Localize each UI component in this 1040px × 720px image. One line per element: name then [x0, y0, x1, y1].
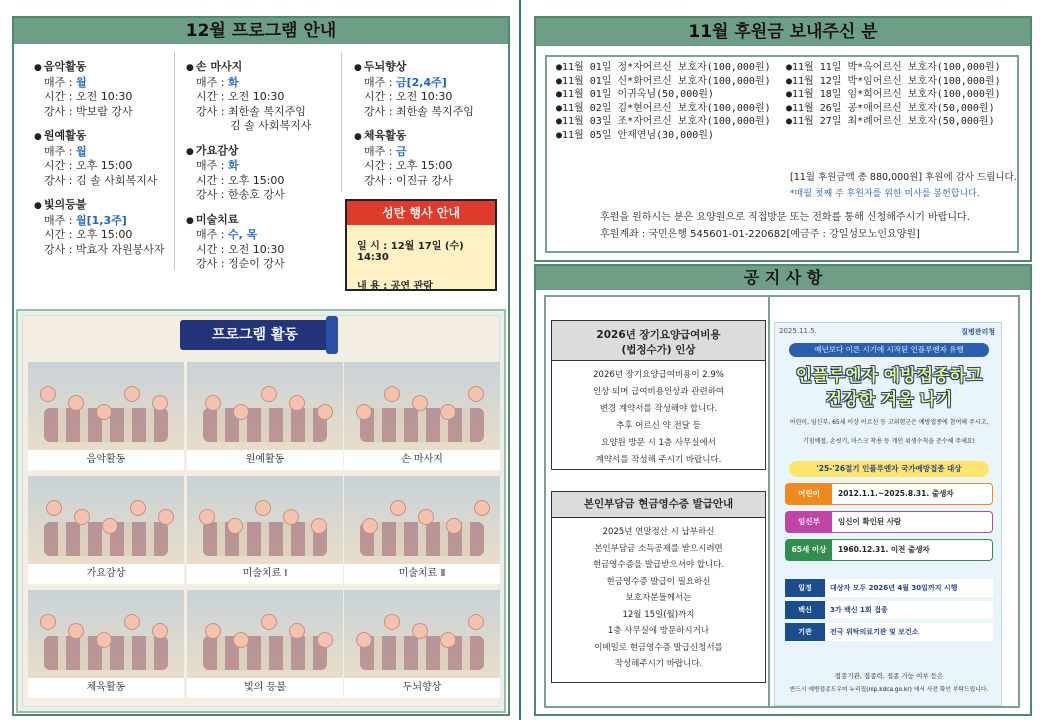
face-sticker-icon — [317, 632, 333, 648]
donor-entry: ●11월 11일 박*옥어르신 보호자(100,000원) — [786, 62, 1001, 73]
face-sticker-icon — [261, 614, 277, 630]
donor-entry: ●11월 01일 이귀옥님(50,000원) — [556, 89, 714, 101]
activity-photo-caption: 가요감상 — [28, 564, 184, 584]
poster-target-value: 2012.1.1.~2025.8.31. 출생자 — [838, 489, 954, 498]
face-sticker-icon — [390, 500, 406, 516]
christmas-event-box — [345, 199, 497, 291]
face-sticker-icon — [289, 395, 305, 411]
face-sticker-icon — [102, 518, 118, 534]
activity-photo-caption: 빛의 등불 — [187, 678, 343, 698]
face-sticker-icon — [152, 395, 168, 411]
activity-photo — [28, 362, 184, 470]
program-name: 체육활동 — [363, 129, 407, 142]
poster-headline-1: 인플루엔자 예방접종하고 — [795, 366, 983, 386]
face-sticker-icon — [96, 404, 112, 420]
program-item-light: ● 빛의등불 매주 : 월[1,3주] 시간 : 오후 15:00 강사 : 박효자 자원봉사자 — [34, 198, 174, 257]
program-name: 원예활동 — [43, 129, 87, 142]
program-item-gardening: ● 원예활동 매주 : 월 시간 : 오후 15:00 강사 : 김 솔 사회복지사 — [34, 129, 174, 188]
face-sticker-icon — [68, 623, 84, 639]
notice-line: 추후 어르신 약 전달 등 — [616, 421, 701, 431]
poster-info-label: 기관 — [785, 623, 825, 641]
program-item-massage: ● 손 마사지 매주 : 화 시간 : 오전 10:30 강사 : 최한솔 복지주임 김 솔 사회복지사 — [186, 60, 336, 134]
notice-line: 작성해주시기 바랍니다. — [614, 659, 703, 669]
activity-photo-image — [344, 362, 500, 450]
face-sticker-icon — [233, 632, 249, 648]
face-sticker-icon — [384, 386, 400, 402]
program-column-1 — [34, 60, 174, 257]
program-day: 수, 목 — [227, 228, 258, 241]
notice-line: 현금영수증을 발급받으셔야 합니다. — [592, 560, 725, 570]
program-teacher: 강사 : 박보람 강사 — [44, 104, 133, 118]
influenza-poster — [774, 322, 1002, 706]
face-sticker-icon — [124, 614, 140, 630]
face-sticker-icon — [468, 614, 484, 630]
face-sticker-icon — [440, 632, 456, 648]
face-sticker-icon — [356, 404, 372, 420]
face-sticker-icon — [384, 614, 400, 630]
notice-heading: 본인부담금 현금영수증 발급안내 — [583, 498, 734, 510]
program-name: 손 마사지 — [195, 60, 243, 73]
program-name: 가요감상 — [195, 143, 239, 157]
face-sticker-icon — [96, 632, 112, 648]
event-content: 내 용 : 공연 관람 — [357, 281, 433, 292]
activity-photo-caption: 음악활동 — [28, 450, 184, 470]
program-time: 시간 : 오전 10:30 — [364, 90, 453, 103]
notice-line: 2026년 장기요양급여비용이 2.9% — [593, 370, 724, 380]
program-day: 월 — [75, 144, 87, 158]
program-teacher: 강사 : 최한솔 복지주임 — [364, 104, 474, 118]
poster-desc-1: 어린이, 임신부, 65세 이상 어르신 등 고위험군은 예방접종에 참여해 주시고, — [789, 419, 989, 426]
program-day: 화 — [227, 159, 239, 172]
poster-target-label: 임신부 — [786, 512, 832, 532]
poster-info-label: 일정 — [785, 579, 825, 597]
poster-info-row — [785, 579, 993, 597]
notice-line: 2025년 연말정산 시 납부하신 — [602, 527, 715, 537]
donor-entry: ●11월 26일 공*애어르신 보호자(50,000원) — [786, 102, 995, 114]
face-sticker-icon — [356, 632, 372, 648]
donor-entry: ●11월 01일 정*자어르신 보호자(100,000원) — [556, 62, 771, 73]
program-name: 빛의등불 — [43, 198, 87, 211]
activity-photo-caption: 원예활동 — [187, 450, 343, 470]
face-sticker-icon — [124, 386, 140, 402]
face-sticker-icon — [199, 509, 215, 525]
face-sticker-icon — [68, 395, 84, 411]
poster-footer-2: 반드시 예방접종도우미 누리집(nip.kdca.go.kr) 에서 사전 확인 부탁드립니다. — [789, 687, 989, 693]
poster-info-row — [785, 623, 993, 641]
program-day: 월[1,3주] — [75, 213, 127, 227]
program-item-music: ● 음악활동 매주 : 월 시간 : 오전 10:30 강사 : 박보람 강사 — [34, 60, 174, 119]
donation-total: [11월 후원금액 총 880,000원] 후원에 감사 드립니다. — [790, 172, 1017, 183]
program-teacher: 강사 : 최한솔 복지주임 — [196, 104, 306, 118]
activity-photo-caption: 두뇌향상 — [344, 678, 500, 698]
program-day: 금 — [395, 144, 407, 158]
face-sticker-icon — [283, 509, 299, 525]
face-sticker-icon — [362, 518, 378, 534]
program-time: 시간 : 오전 10:30 — [44, 90, 133, 103]
notice-line: 계약서를 작성해 주시기 바랍니다. — [595, 455, 722, 465]
activity-photo — [28, 476, 184, 584]
poster-tagline: 예년보다 이른 시기에 시작된 인플루엔자 유행 — [789, 343, 989, 357]
donor-entry: ●11월 12일 박*임어르신 보호자(100,000원) — [786, 75, 1001, 87]
notice-line: 보호자분들께서는 — [625, 593, 692, 603]
program-teacher: 강사 : 김 솔 사회복지사 — [44, 173, 158, 187]
program-day: 화 — [227, 75, 239, 89]
poster-target-value: 1960.12.31. 이전 출생자 — [838, 545, 930, 554]
poster-info-row — [785, 601, 993, 619]
poster-target-row — [785, 511, 993, 533]
poster-target-title: '25-'26절기 인플루엔자 국가예방접종 대상 — [789, 461, 989, 477]
event-date: 일 시 : 12월 17일 (수) 14:30 — [357, 241, 464, 263]
program-name: 미술치료 — [195, 212, 239, 226]
face-sticker-icon — [311, 518, 327, 534]
face-sticker-icon — [227, 518, 243, 534]
poster-info-value: 대상자 모두 2026년 4월 30일까지 시행 — [830, 584, 958, 592]
notice-line: 인상 되며 급여비용인상과 관련하여 — [592, 387, 725, 397]
program-teacher: 강사 : 이진규 강사 — [364, 173, 453, 187]
notice-line: 요양원 방문 시 1층 사무실에서 — [601, 438, 716, 448]
notice-line: 12월 15일(월)까지 — [622, 609, 695, 620]
face-sticker-icon — [46, 500, 62, 516]
paint-roller-icon — [326, 316, 338, 354]
activity-photo-image — [28, 476, 184, 564]
poster-target-label: 65세 이상 — [786, 540, 832, 560]
activity-photo — [187, 362, 343, 470]
face-sticker-icon — [74, 509, 90, 525]
activity-photo-caption: 미술치료 Ⅱ — [344, 564, 500, 584]
program-time: 시간 : 오후 15:00 — [364, 159, 453, 172]
program-activity-banner: 프로그램 활동 — [180, 320, 330, 350]
donation-guide: 후원을 원하시는 분은 요양원으로 직접방문 또는 전화를 통해 신청해주시기 바랍니다. — [600, 212, 970, 223]
activity-photo-image — [187, 476, 343, 564]
donor-list-right — [786, 61, 1016, 129]
program-time: 시간 : 오후 15:00 — [196, 173, 285, 187]
donor-entry: ●11월 02일 김*현어르신 보호자(100,000원) — [556, 102, 771, 114]
notice-line: 본인부담금 소득공제를 받으시려면 — [594, 543, 723, 554]
notice-box-cash-receipt — [551, 491, 766, 683]
face-sticker-icon — [412, 395, 428, 411]
face-sticker-icon — [474, 500, 490, 516]
program-teacher: 강사 : 한송호 강사 — [196, 188, 285, 201]
activity-photo-image — [28, 362, 184, 450]
donor-entry: ●11월 03일 조*자어르신 보호자(100,000원) — [556, 116, 771, 128]
page-divider — [519, 0, 521, 720]
program-time: 시간 : 오후 15:00 — [44, 228, 133, 241]
program-name: 두뇌향상 — [363, 60, 407, 73]
face-sticker-icon — [152, 623, 168, 639]
poster-info-value: 전국 위탁의료기관 및 보건소 — [830, 628, 919, 636]
face-sticker-icon — [233, 404, 249, 420]
program-column-2 — [186, 60, 336, 272]
program-teacher: 강사 : 박효자 자원봉사자 — [44, 242, 165, 256]
face-sticker-icon — [40, 386, 56, 402]
poster-desc-2: 기침예절, 손씻기, 마스크 착용 등 개인 위생수칙을 준수해 주세요! — [802, 438, 976, 445]
face-sticker-icon — [418, 509, 434, 525]
notice-box-fee-increase — [551, 320, 766, 470]
notice-line: 변경 계약서를 작성해야 합니다. — [599, 404, 718, 414]
activity-photo-caption: 체육활동 — [28, 678, 184, 698]
program-name: 음악활동 — [43, 60, 87, 73]
program-time: 시간 : 오후 15:00 — [44, 159, 133, 172]
program-column-3 — [354, 60, 504, 188]
poster-agency: 질병관리청 — [961, 328, 995, 336]
activity-photo — [344, 476, 500, 584]
face-sticker-icon — [255, 500, 271, 516]
program-day: 월 — [75, 75, 87, 89]
activity-photo-caption: 손 마사지 — [344, 450, 500, 470]
donation-account: 후원계좌 : 국민은행 545601-01-220682[예금주 : 강일성모노인요양원] — [600, 229, 920, 240]
program-time: 시간 : 오전 10:30 — [196, 242, 285, 256]
activity-photo-image — [28, 590, 184, 678]
notice-divider — [768, 297, 770, 707]
activity-photo — [187, 476, 343, 584]
poster-target-label: 어린이 — [786, 484, 832, 504]
poster-target-value: 임신이 확인된 사람 — [838, 517, 902, 526]
notice-line: 현금영수증 발급이 필요하신 — [606, 576, 711, 587]
activity-photo-image — [344, 476, 500, 564]
activity-photo-image — [187, 590, 343, 678]
notice-heading-2: (법정수가) 인상 — [621, 344, 696, 356]
activity-photo — [187, 590, 343, 698]
face-sticker-icon — [40, 614, 56, 630]
program-item-sports: ● 체육활동 매주 : 금 시간 : 오후 15:00 강사 : 이진규 강사 — [354, 129, 504, 188]
face-sticker-icon — [205, 623, 221, 639]
poster-target-row — [785, 539, 993, 561]
activity-photo — [344, 362, 500, 470]
face-sticker-icon — [412, 623, 428, 639]
program-title-bar — [14, 18, 508, 44]
face-sticker-icon — [130, 500, 146, 516]
program-item-songs: ● 가요감상 매주 : 화 시간 : 오후 15:00 강사 : 한송호 강사 — [186, 144, 336, 203]
donor-entry: ●11월 01일 신*화어르신 보호자(100,000원) — [556, 75, 771, 87]
notice-line: 1층 사무실에 방문하시거나 — [607, 626, 710, 636]
activity-photo-image — [344, 590, 500, 678]
face-sticker-icon — [158, 509, 174, 525]
donor-list-left — [556, 61, 786, 143]
activity-photo — [344, 590, 500, 698]
program-teacher-2: 김 솔 사회복지사 — [230, 119, 312, 132]
activity-photo-image — [187, 362, 343, 450]
column-divider — [174, 52, 175, 270]
poster-date: 2025.11.5. — [779, 327, 817, 335]
program-day: 금[2,4주] — [395, 75, 447, 89]
face-sticker-icon — [205, 395, 221, 411]
poster-headline-2: 건강한 겨울 나기 — [825, 390, 953, 410]
face-sticker-icon — [440, 404, 456, 420]
poster-info-value: 3가 백신 1회 접종 — [830, 606, 888, 614]
program-time: 시간 : 오전 10:30 — [196, 90, 285, 103]
notice-heading: 2026년 장기요양급여비용 — [596, 329, 721, 341]
donation-title-bar — [536, 18, 1030, 46]
program-item-art: ● 미술치료 매주 : 수, 목 시간 : 오전 10:30 강사 : 정순이 강사 — [186, 213, 336, 272]
program-teacher: 강사 : 정순이 강사 — [196, 257, 285, 270]
donation-title: 11월 후원금 보내주신 분 — [688, 22, 878, 42]
face-sticker-icon — [446, 518, 462, 534]
activity-photo — [28, 590, 184, 698]
poster-info-label: 백신 — [785, 601, 825, 619]
donor-entry: ●11월 27일 최*례어르신 보호자(50,000원) — [786, 116, 995, 128]
face-sticker-icon — [261, 386, 277, 402]
program-title: 12월 프로그램 안내 — [185, 21, 337, 41]
face-sticker-icon — [317, 404, 333, 420]
activity-photo-caption: 미술치료 Ⅰ — [187, 564, 343, 584]
column-divider — [341, 52, 342, 192]
face-sticker-icon — [289, 623, 305, 639]
poster-footer-1: 접종기관, 접종력, 접종 가능 여부 등은 — [834, 672, 944, 680]
donor-entry: ●11월 18일 임*희어르신 보호자(100,000원) — [786, 89, 1001, 101]
event-title: 성탄 행사 안내 — [347, 201, 495, 225]
donor-entry: ●11월 05일 안재연님(30,000원) — [556, 129, 714, 141]
mass-notice: *매월 첫째 주 후원자를 위한 미사를 봉헌합니다. — [790, 189, 980, 199]
notice-title: 공 지 사 항 — [743, 268, 823, 287]
face-sticker-icon — [468, 386, 484, 402]
notice-title-bar — [536, 266, 1030, 290]
program-item-brain: ● 두뇌향상 매주 : 금[2,4주] 시간 : 오전 10:30 강사 : 최한솔 복지주임 — [354, 60, 504, 119]
poster-target-row — [785, 483, 993, 505]
notice-line: 이메일로 현금영수증 발급신청서를 — [594, 642, 723, 653]
